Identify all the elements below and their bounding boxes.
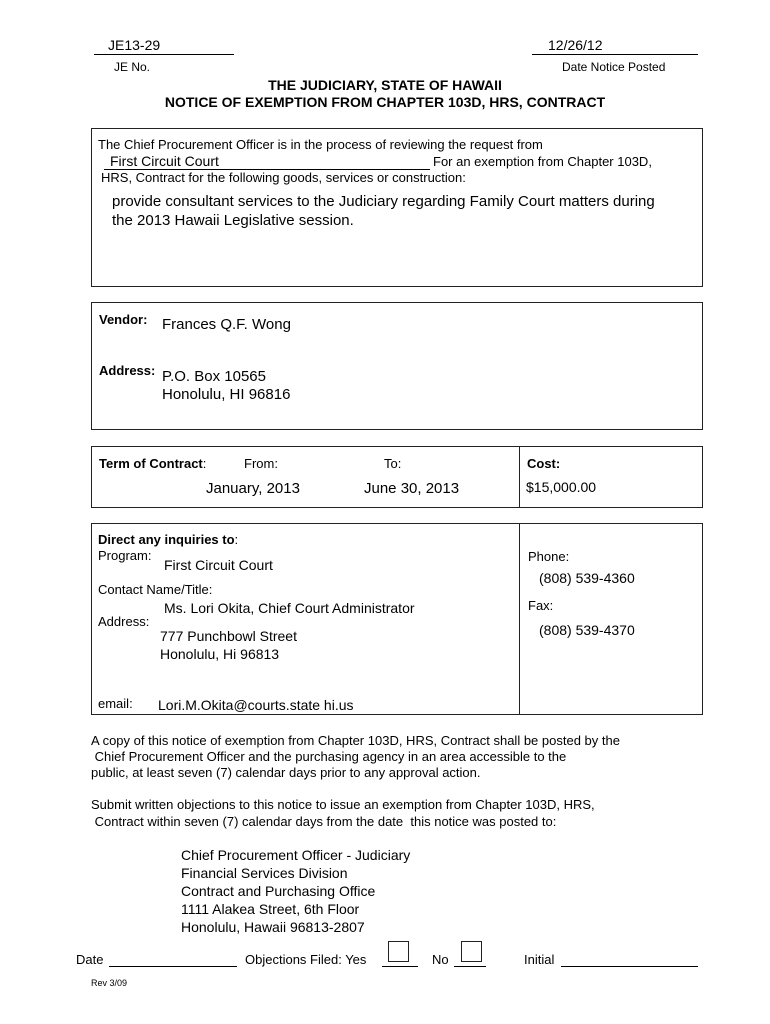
inquiry-address-label: Address: (98, 614, 150, 629)
notice-para-1-line-3: public, at least seven (7) calendar days prior to any approval action. (91, 765, 481, 780)
fax-value: (808) 539-4370 (539, 622, 635, 638)
cost-label: Cost: (527, 456, 561, 471)
inquiries-box (91, 523, 703, 715)
requester-field: First Circuit Court (104, 153, 430, 170)
term-to-label: To: (384, 456, 402, 471)
description-line-2: the 2013 Hawaii Legislative session. (112, 212, 354, 229)
vendor-name: Frances Q.F. Wong (162, 316, 291, 333)
objections-yes-underline (382, 966, 418, 967)
footer-date-field[interactable] (109, 966, 237, 967)
term-to-value: June 30, 2013 (364, 480, 460, 497)
initial-label: Initial (524, 952, 555, 967)
inquiry-address-line-1: 777 Punchbowl Street (160, 628, 297, 644)
notice-para-2-line-1: Submit written objections to this notice to issue an exemption from Chapter 103D, HRS, (91, 797, 595, 812)
objections-no-underline (454, 966, 486, 967)
office-line-2: Financial Services Division (181, 865, 348, 881)
contact-value: Ms. Lori Okita, Chief Court Administrator (164, 600, 415, 616)
office-line-5: Honolulu, Hawaii 96813-2807 (181, 919, 365, 935)
request-intro: The Chief Procurement Officer is in the process of reviewing the request from (98, 137, 543, 152)
program-label: Program: (98, 548, 152, 563)
objections-yes-checkbox[interactable] (388, 941, 409, 962)
term-from-label: From: (244, 456, 278, 471)
program-value: First Circuit Court (164, 557, 273, 573)
title-line-1: THE JUDICIARY, STATE OF HAWAII (268, 77, 502, 93)
objections-no-checkbox[interactable] (461, 941, 482, 962)
office-line-3: Contract and Purchasing Office (181, 883, 376, 899)
cost-value: $15,000.00 (526, 479, 597, 495)
contact-label: Contact Name/Title: (98, 582, 213, 597)
inquiries-divider (519, 523, 520, 715)
description-line-1: provide consultant services to the Judiciary regarding Family Court matters during (112, 193, 655, 210)
vendor-address-line-1: P.O. Box 10565 (162, 368, 266, 385)
je-label: JE No. (114, 60, 151, 74)
vendor-label: Vendor: (99, 312, 148, 327)
initial-field[interactable] (561, 966, 698, 967)
title-line-2: NOTICE OF EXEMPTION FROM CHAPTER 103D, HRS, CONTRACT (164, 94, 606, 110)
objections-no-label: No (432, 952, 449, 967)
notice-para-1-line-2: Chief Procurement Officer and the purchasing agency in an area accessible to the (91, 749, 567, 764)
request-line-3: HRS, Contract for the following goods, services or construction: (101, 170, 466, 185)
phone-value: (808) 539-4360 (539, 570, 635, 586)
phone-label: Phone: (528, 549, 570, 564)
vendor-address-label: Address: (99, 363, 156, 378)
inquiry-address-line-2: Honolulu, Hi 96813 (160, 646, 280, 662)
inquiries-heading: Direct any inquiries to: (98, 532, 239, 547)
email-label: email: (98, 696, 133, 711)
term-cost-divider (519, 446, 520, 508)
date-posted: 12/26/12 (532, 37, 698, 55)
fax-label: Fax: (528, 598, 554, 613)
office-line-1: Chief Procurement Officer - Judiciary (181, 847, 411, 863)
revision-label: Rev 3/09 (91, 978, 128, 988)
objections-yes-label: Objections Filed: Yes (245, 952, 367, 967)
vendor-address-line-2: Honolulu, HI 96816 (162, 386, 291, 403)
notice-para-1-line-1: A copy of this notice of exemption from Chapter 103D, HRS, Contract shall be posted by the (91, 733, 620, 748)
term-from-value: January, 2013 (206, 480, 300, 497)
term-label: Term of Contract: (99, 456, 207, 471)
email-value: Lori.M.Okita@courts.state hi.us (158, 697, 354, 713)
je-number: JE13-29 (94, 37, 234, 55)
date-posted-label: Date Notice Posted (562, 60, 666, 74)
notice-para-2-line-2: Contract within seven (7) calendar days from the date this notice was posted to: (91, 814, 557, 829)
office-line-4: 1111 Alakea Street, 6th Floor (181, 901, 360, 917)
exemption-text: For an exemption from Chapter 103D, (433, 154, 652, 169)
footer-date-label: Date (76, 952, 104, 967)
